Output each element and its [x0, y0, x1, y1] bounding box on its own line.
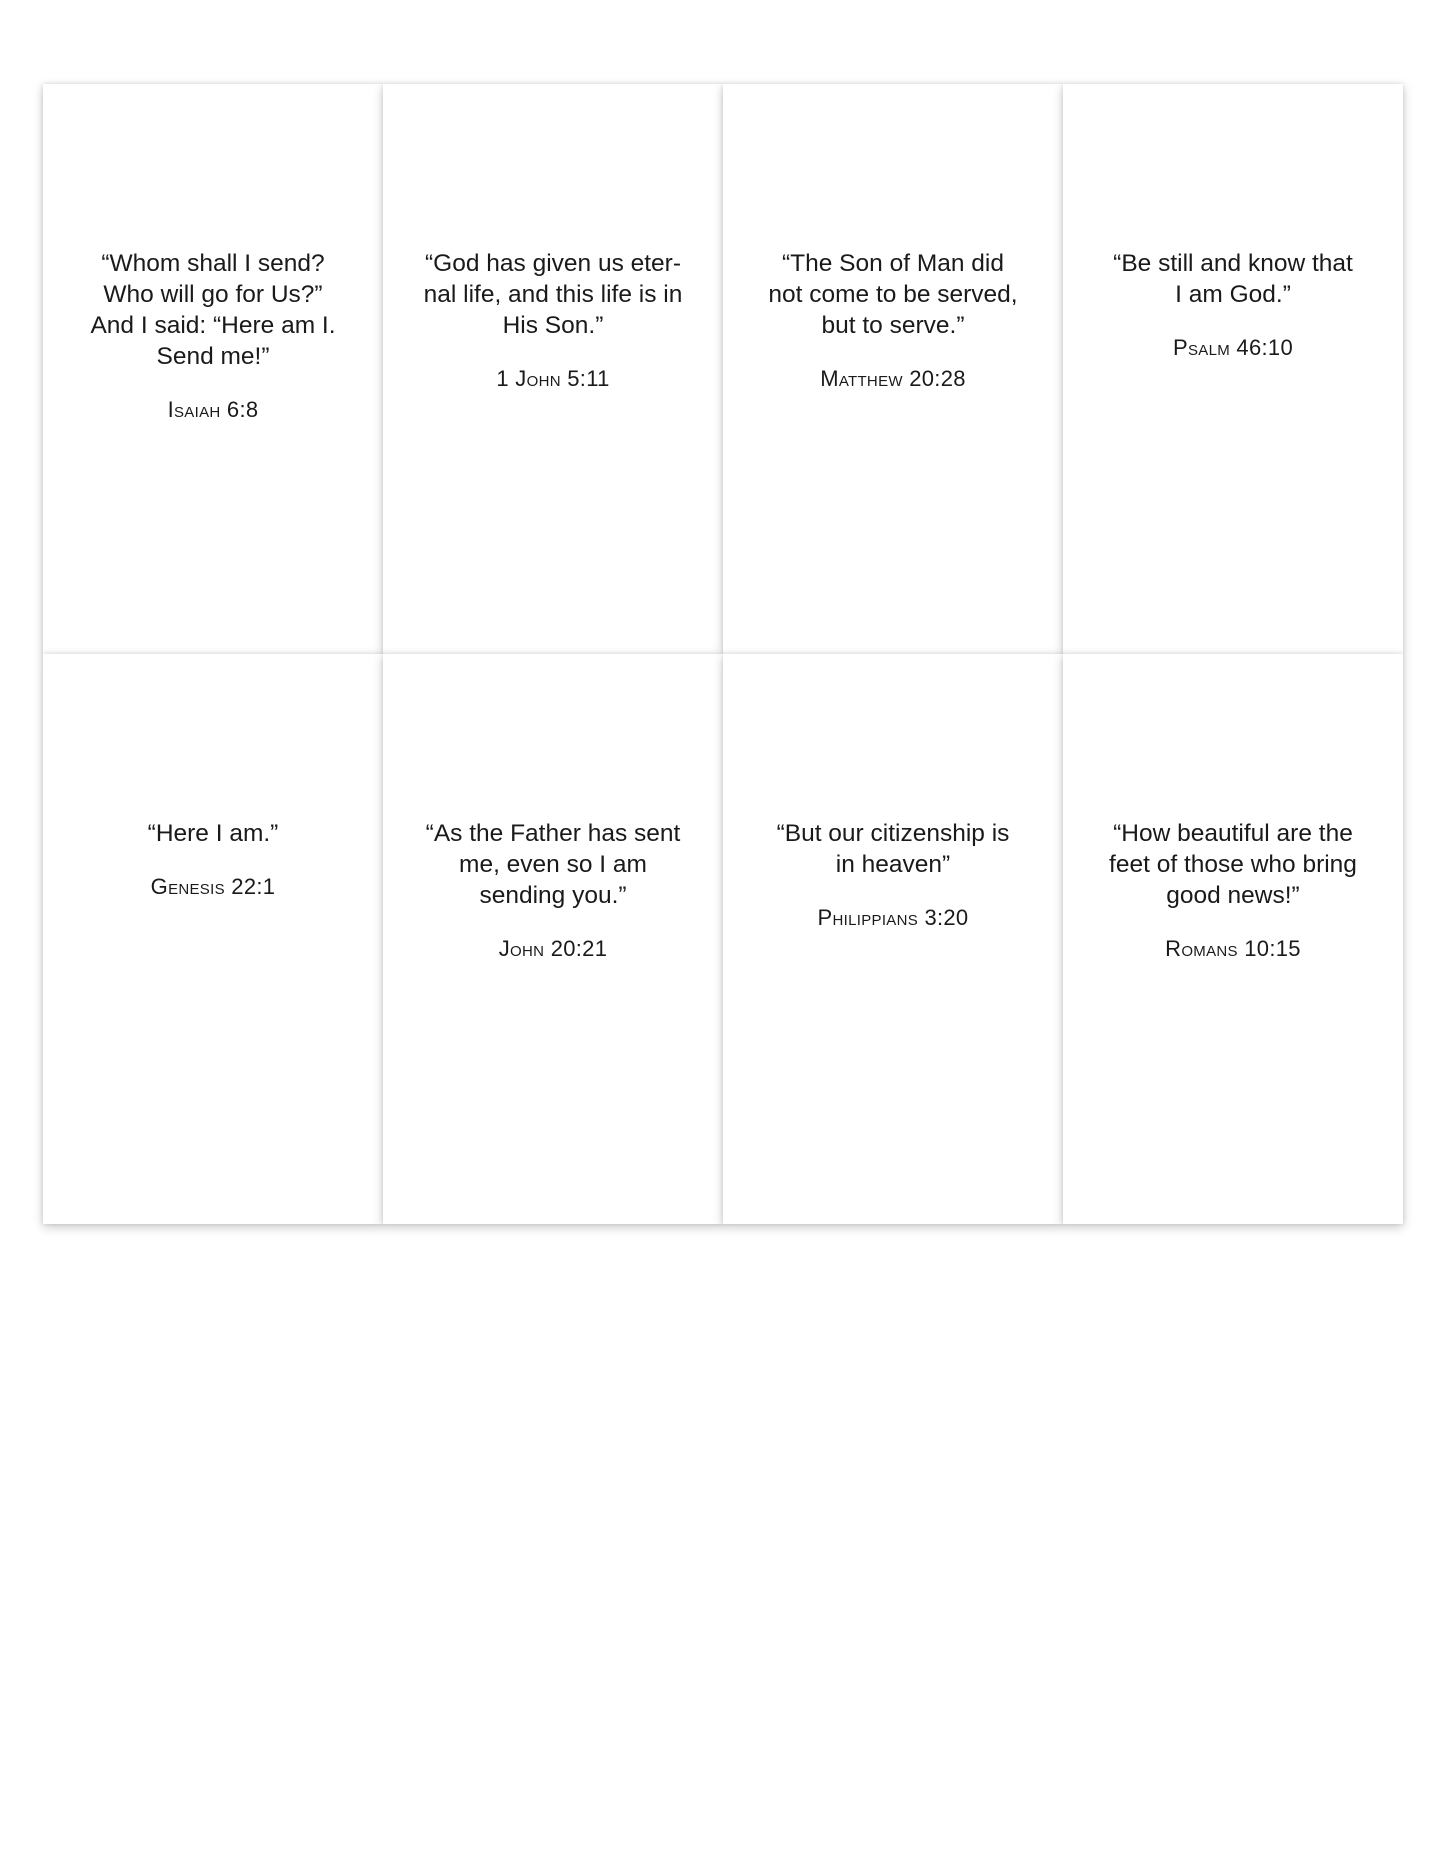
card-content — [83, 818, 343, 901]
verse-card-1-john — [383, 84, 723, 654]
verse-reference: 1 John 5:11 — [496, 366, 610, 391]
card-content — [1103, 248, 1363, 362]
verse-reference: Philippians 3:20 — [817, 905, 969, 930]
verse-text: “But our citizenship is in heaven” — [776, 820, 1010, 878]
verse-text: “How beautiful are the feet of those who bring good news!” — [1109, 820, 1357, 909]
verse-text: “As the Father has sent me, even so I am sending you.” — [425, 820, 681, 909]
verse-text: “Here I am.” — [147, 820, 279, 847]
verse-card-genesis — [43, 654, 383, 1224]
verse-reference: Romans 10:15 — [1165, 936, 1301, 961]
verse-reference: Isaiah 6:8 — [167, 397, 259, 422]
verse-text: “Be still and know that I am God.” — [1113, 250, 1353, 308]
card-content — [83, 248, 343, 424]
card-content — [763, 248, 1023, 393]
verse-card-psalm — [1063, 84, 1403, 654]
card-content — [423, 818, 683, 963]
verse-card-isaiah — [43, 84, 383, 654]
verse-card-matthew — [723, 84, 1063, 654]
card-content — [1103, 818, 1363, 963]
verse-reference: Psalm 46:10 — [1173, 335, 1293, 360]
card-content — [423, 248, 683, 393]
verse-card-john — [383, 654, 723, 1224]
verse-card-romans — [1063, 654, 1403, 1224]
card-content — [763, 818, 1023, 932]
verse-text: “God has given us eter- nal life, and this life is in His Son.” — [423, 250, 683, 339]
verse-reference: John 20:21 — [498, 936, 608, 961]
card-sheet — [43, 84, 1403, 1224]
verse-reference: Matthew 20:28 — [820, 366, 966, 391]
verse-text: “Whom shall I send? Who will go for Us?” And I said: “Here am I. Send me!” — [90, 250, 336, 370]
verse-reference: Genesis 22:1 — [150, 874, 276, 899]
verse-card-philippians — [723, 654, 1063, 1224]
verse-text: “The Son of Man did not come to be served, but to serve.” — [768, 250, 1018, 339]
